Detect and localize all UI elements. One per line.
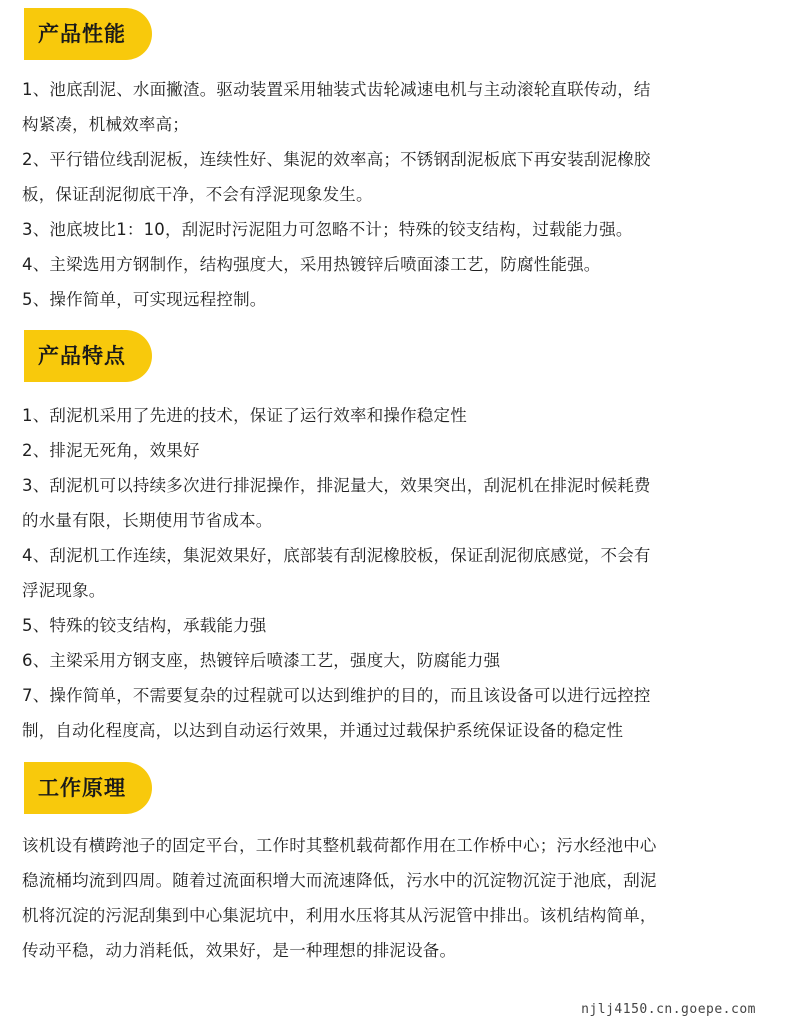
section-title-performance: 产品性能 — [24, 8, 152, 60]
text-line: 5、操作简单，可实现远程控制。 — [22, 290, 267, 309]
principle-lines — [22, 828, 770, 968]
text-line: 2、平行错位线刮泥板，连续性好、集泥的效率高；不锈钢刮泥板底下再安装刮泥橡胶 — [22, 150, 651, 169]
text-line: 机将沉淀的污泥刮集到中心集泥坑中，利用水压将其从污泥管中排出。该机结构简单， — [22, 906, 657, 925]
text-line: 浮泥现象。 — [22, 581, 106, 600]
text-line: 4、主梁选用方钢制作，结构强度大，采用热镀锌后喷面漆工艺，防腐性能强。 — [22, 255, 601, 274]
text-line: 3、池底坡比1：10，刮泥时污泥阻力可忽略不计；特殊的铰支结构，过载能力强。 — [22, 220, 633, 239]
section-title-features: 产品特点 — [24, 330, 152, 382]
text-line: 传动平稳，动力消耗低，效果好，是一种理想的排泥设备。 — [22, 941, 457, 960]
text-line: 3、刮泥机可以持续多次进行排泥操作，排泥量大，效果突出，刮泥机在排泥时候耗费 — [22, 476, 651, 495]
text-line: 板，保证刮泥彻底干净，不会有浮泥现象发生。 — [22, 185, 373, 204]
text-line: 该机设有横跨池子的固定平台，工作时其整机载荷都作用在工作桥中心；污水经池中心 — [22, 836, 657, 855]
text-line: 1、刮泥机采用了先进的技术，保证了运行效率和操作稳定性 — [22, 406, 467, 425]
features-lines — [22, 398, 770, 748]
section-title-principle: 工作原理 — [24, 762, 152, 814]
text-line: 2、排泥无死角，效果好 — [22, 441, 200, 460]
text-line: 1、池底刮泥、水面撇渣。驱动装置采用轴装式齿轮减速电机与主动滚轮直联传动，结 — [22, 80, 651, 99]
text-line: 稳流桶均流到四周。随着过流面积增大而流速降低，污水中的沉淀物沉淀于池底，刮泥 — [22, 871, 657, 890]
text-line: 6、主梁采用方钢支座，热镀锌后喷漆工艺，强度大，防腐能力强 — [22, 651, 501, 670]
watermark-url: njlj4150.cn.goepe.com — [581, 1002, 756, 1017]
text-line: 5、特殊的铰支结构，承载能力强 — [22, 616, 267, 635]
text-line: 4、刮泥机工作连续，集泥效果好，底部装有刮泥橡胶板，保证刮泥彻底感觉，不会有 — [22, 546, 651, 565]
text-line: 的水量有限，长期使用节省成本。 — [22, 511, 273, 530]
text-line: 构紧凑，机械效率高； — [22, 115, 189, 134]
text-line: 7、操作简单，不需要复杂的过程就可以达到维护的目的，而且该设备可以进行远控控 — [22, 686, 651, 705]
text-line: 制，自动化程度高，以达到自动运行效果，并通过过载保护系统保证设备的稳定性 — [22, 721, 624, 740]
performance-lines — [22, 72, 770, 317]
